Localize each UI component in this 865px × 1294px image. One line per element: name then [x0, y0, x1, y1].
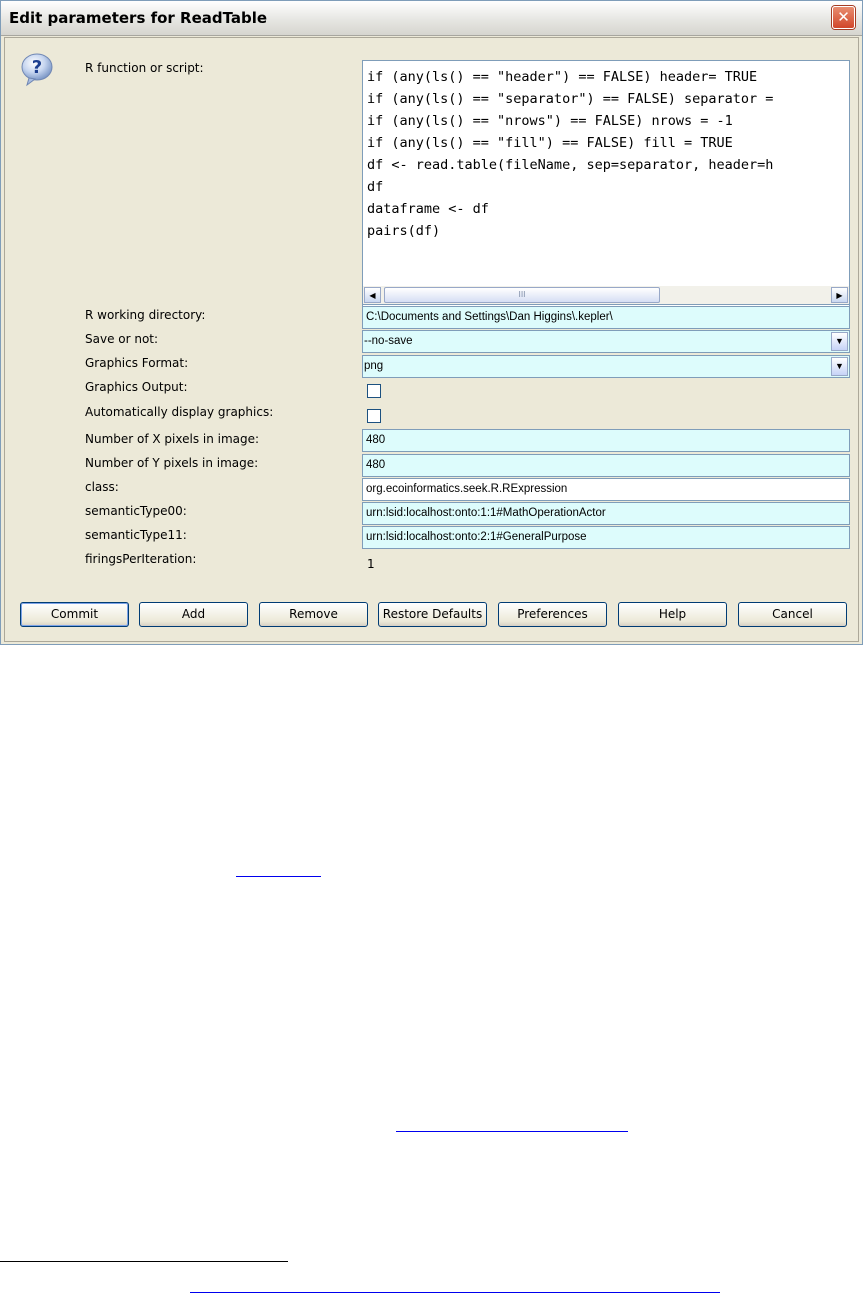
horizontal-scrollbar[interactable]	[362, 286, 850, 305]
scroll-thumb[interactable]	[384, 287, 660, 303]
document-link-underline[interactable]	[396, 1131, 628, 1132]
semantic-type-0-input[interactable]: urn:lsid:localhost:onto:1:1#MathOperationActor	[362, 502, 850, 525]
document-link-underline[interactable]	[236, 876, 321, 877]
scroll-grip-icon: III	[518, 290, 526, 299]
chevron-down-icon[interactable]: ▼	[831, 332, 848, 351]
cancel-button[interactable]: Cancel	[738, 602, 847, 627]
close-icon: ✕	[837, 8, 850, 26]
help-button[interactable]: Help	[618, 602, 727, 627]
script-textarea[interactable]	[362, 60, 850, 307]
script-line: df	[367, 179, 384, 195]
graphics-output-checkbox[interactable]	[367, 384, 381, 398]
semantic-type-0-label: semanticType00:	[85, 504, 187, 518]
parameter-panel	[4, 37, 859, 642]
script-line: if (any(ls() == "separator") == FALSE) separator =	[367, 91, 774, 107]
save-select-value: --no-save	[364, 335, 413, 347]
graphics-format-label: Graphics Format:	[85, 356, 189, 370]
preferences-button[interactable]: Preferences	[498, 602, 607, 627]
x-pixels-label: Number of X pixels in image:	[85, 432, 260, 446]
chevron-down-icon[interactable]: ▼	[831, 357, 848, 376]
commit-button[interactable]: Commit	[20, 602, 129, 627]
script-line: df <- read.table(fileName, sep=separator, header=h	[367, 157, 774, 173]
y-pixels-label: Number of Y pixels in image:	[85, 456, 259, 470]
script-line: if (any(ls() == "fill") == FALSE) fill = TRUE	[367, 135, 733, 151]
remove-button[interactable]: Remove	[259, 602, 368, 627]
working-dir-label: R working directory:	[85, 308, 206, 322]
close-button[interactable]	[832, 6, 855, 29]
scroll-right-button[interactable]	[831, 287, 848, 303]
chevron-right-icon: ▶	[836, 291, 843, 300]
firings-value: 1	[367, 557, 375, 571]
x-pixels-input[interactable]: 480	[362, 429, 850, 452]
script-line: if (any(ls() == "header") == FALSE) header= TRUE	[367, 69, 758, 85]
graphics-format-select[interactable]	[362, 355, 850, 378]
save-label: Save or not:	[85, 332, 159, 346]
working-dir-input[interactable]: C:\Documents and Settings\Dan Higgins\.kepler\	[362, 306, 850, 329]
script-line: if (any(ls() == "nrows") == FALSE) nrows = -1	[367, 113, 733, 129]
graphics-format-value: png	[364, 360, 384, 372]
restore-defaults-button[interactable]: Restore Defaults	[378, 602, 487, 627]
semantic-type-1-input[interactable]: urn:lsid:localhost:onto:2:1#GeneralPurpose	[362, 526, 850, 549]
class-label: class:	[85, 480, 119, 494]
semantic-type-1-label: semanticType11:	[85, 528, 187, 542]
add-button[interactable]: Add	[139, 602, 248, 627]
script-lines	[367, 66, 773, 242]
save-select[interactable]	[362, 330, 850, 353]
title-bar[interactable]	[1, 1, 862, 36]
firings-label: firingsPerIteration:	[85, 552, 197, 566]
scroll-left-button[interactable]	[364, 287, 381, 303]
dialog-title: Edit parameters for ReadTable	[9, 9, 268, 27]
class-input[interactable]: org.ecoinformatics.seek.R.RExpression	[362, 478, 850, 501]
script-line: pairs(df)	[367, 223, 441, 239]
script-label: R function or script:	[85, 61, 204, 75]
auto-display-label: Automatically display graphics:	[85, 405, 274, 419]
edit-parameters-dialog	[0, 0, 863, 645]
script-line: dataframe <- df	[367, 201, 489, 217]
question-icon[interactable]	[19, 51, 55, 87]
chevron-left-icon: ◀	[369, 291, 376, 300]
svg-text:?: ?	[31, 57, 43, 78]
footnote-separator	[0, 1261, 288, 1262]
footnote-link-underline[interactable]	[190, 1292, 720, 1293]
graphics-output-label: Graphics Output:	[85, 380, 188, 394]
y-pixels-input[interactable]: 480	[362, 454, 850, 477]
auto-display-checkbox[interactable]	[367, 409, 381, 423]
